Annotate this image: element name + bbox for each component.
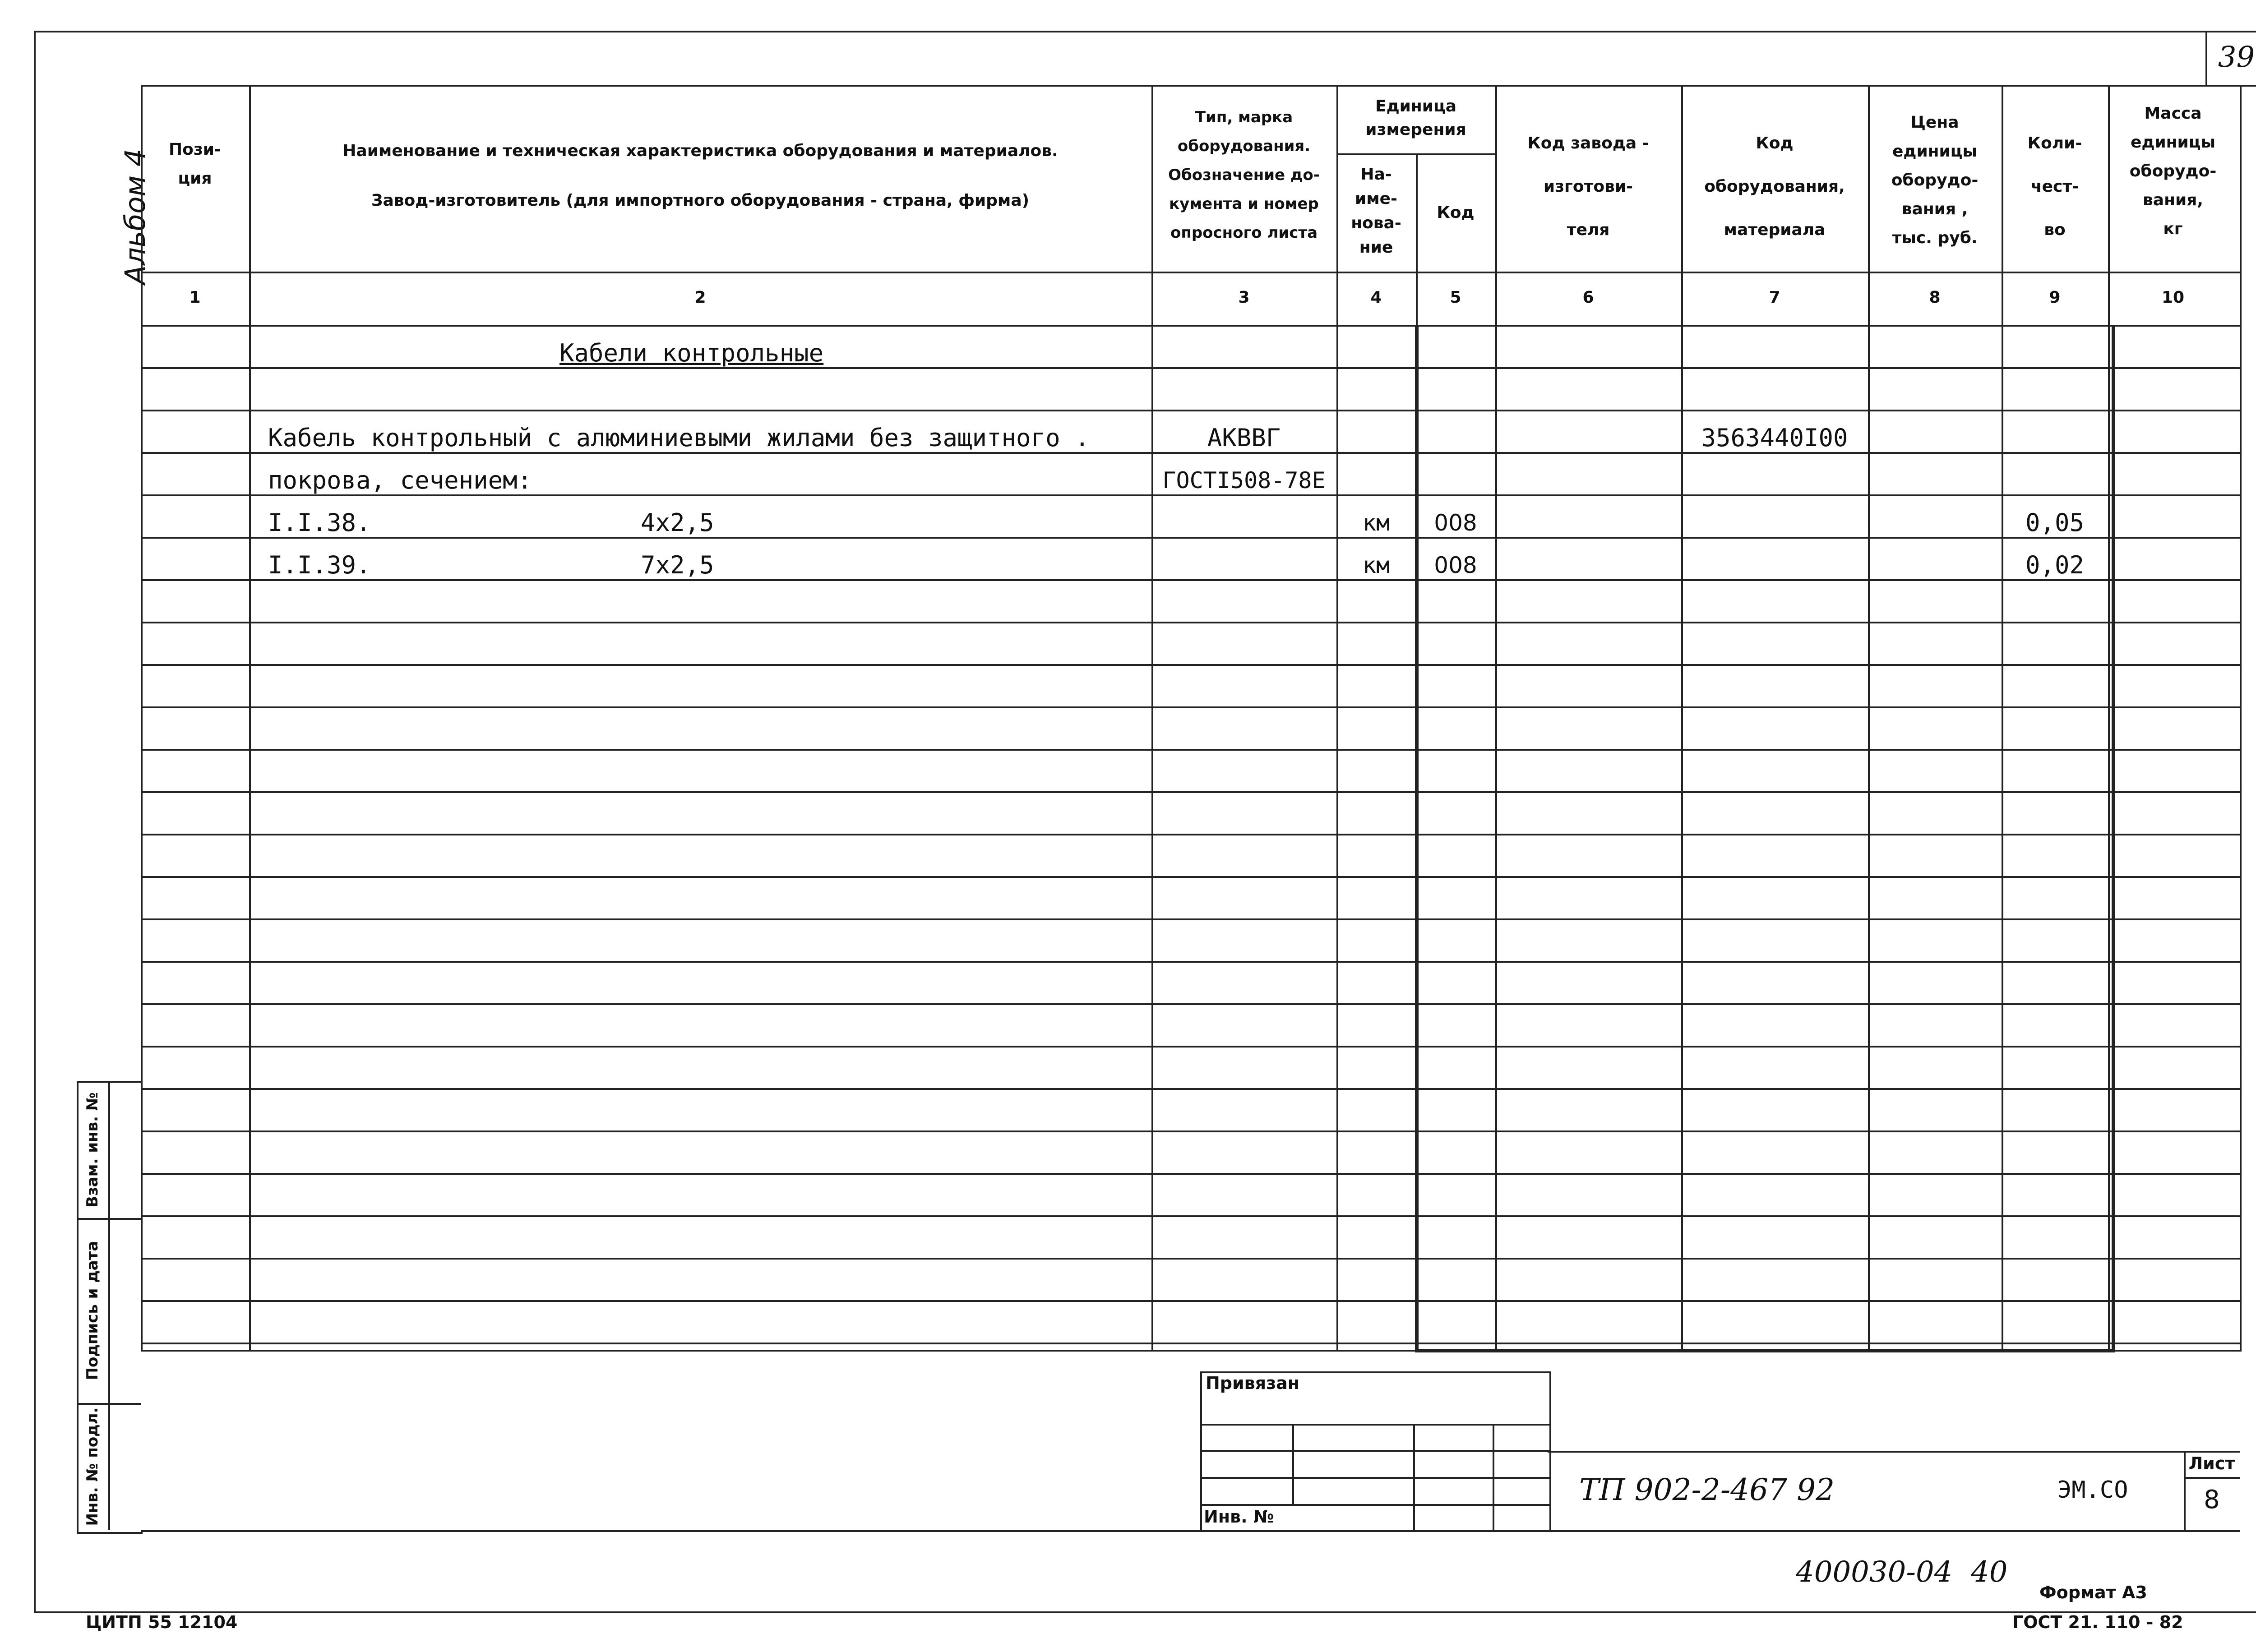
privyazan-label: Привязан bbox=[1206, 1373, 1300, 1393]
row-cable-code: 3563440I00 bbox=[1701, 424, 1848, 452]
header-unit-name: На- име- нова- ние bbox=[1351, 165, 1401, 257]
header-type: Тип, марка оборудования. Обозначение до- кумента и номер опросного листа bbox=[1168, 108, 1320, 242]
album-mark: Альбом 4 bbox=[119, 148, 152, 285]
header-unit: Единица измерения bbox=[1365, 97, 1466, 139]
header-bottom-line bbox=[141, 272, 2240, 273]
row-38-unit: км bbox=[1362, 510, 1390, 536]
colnum-1: 1 bbox=[189, 288, 201, 307]
footer-left: ЦИТП 55 12104 bbox=[86, 1612, 238, 1632]
side-vzam: Взам. инв. № bbox=[83, 1092, 102, 1208]
format-label: Формат А3 bbox=[2039, 1583, 2147, 1602]
row-cable-type: АКВВГ bbox=[1207, 424, 1281, 452]
footer-gost: ГОСТ 21. 110 - 82 bbox=[2012, 1612, 2183, 1632]
row-39-quantity: 0,02 bbox=[2025, 551, 2085, 579]
row-39-size: 7x2,5 bbox=[641, 551, 714, 579]
header-equipment-code: Код оборудования, материала bbox=[1704, 134, 1845, 239]
header-factory-code: Код завода - изготови- теля bbox=[1527, 134, 1649, 239]
row-38-quantity: 0,05 bbox=[2025, 508, 2085, 537]
row-38-position: I.I.38. bbox=[268, 508, 371, 537]
list-number: 8 bbox=[2204, 1485, 2220, 1514]
colnum-2: 2 bbox=[694, 288, 706, 307]
header-price: Цена единицы оборудо- вания , тыс. руб. bbox=[1891, 113, 1979, 247]
colnum-7: 7 bbox=[1769, 288, 1780, 307]
list-label: Лист bbox=[2188, 1454, 2235, 1473]
page-number: 39 bbox=[2218, 41, 2255, 74]
row-cable-standard: ГОСТI508-78Е bbox=[1162, 467, 1326, 494]
colnum-8: 8 bbox=[1929, 288, 1941, 307]
doc-mark: ЭМ.СО bbox=[2057, 1477, 2128, 1504]
side-podpis: Подпись и дата bbox=[83, 1241, 102, 1380]
row-cable-name: Кабель контрольный с алюминиевыми жилами без защитного . bbox=[268, 424, 1090, 452]
thick-box bbox=[1415, 325, 2115, 1352]
row-39-unit-code: 008 bbox=[1434, 552, 1477, 578]
colnum-10: 10 bbox=[2161, 288, 2185, 307]
colnum-5: 5 bbox=[1450, 288, 1461, 307]
header-name: Наименование и техническая характеристика оборудования и материалов. Завод-изготовитель (для импортного оборудования - страна, фирма) bbox=[342, 142, 1058, 210]
colnum-4: 4 bbox=[1370, 288, 1382, 307]
doc-code: ТП 902-2-467 92 bbox=[1579, 1472, 1835, 1507]
header-position: Пози- ция bbox=[169, 140, 221, 188]
row-39-unit: км bbox=[1362, 552, 1390, 578]
inv-label: Инв. № bbox=[1204, 1507, 1274, 1527]
row-cable-name-cont: покрова, сечением: bbox=[268, 466, 532, 494]
header-mass: Масса единицы оборудо- вания, кг bbox=[2129, 104, 2217, 238]
side-inv-podl: Инв. № подл. bbox=[83, 1407, 102, 1526]
header-quantity: Коли- чест- во bbox=[2027, 134, 2082, 239]
header-unit-code: Код bbox=[1437, 203, 1475, 222]
colnum-9: 9 bbox=[2049, 288, 2061, 307]
row-39-position: I.I.39. bbox=[268, 551, 371, 579]
handwritten-number: 400030-04 40 bbox=[1796, 1555, 2008, 1589]
section-title: Кабели контрольные bbox=[559, 339, 824, 367]
row-38-unit-code: 008 bbox=[1434, 510, 1477, 536]
colnum-3: 3 bbox=[1238, 288, 1250, 307]
colnum-6: 6 bbox=[1582, 288, 1594, 307]
row-38-size: 4x2,5 bbox=[641, 508, 714, 537]
